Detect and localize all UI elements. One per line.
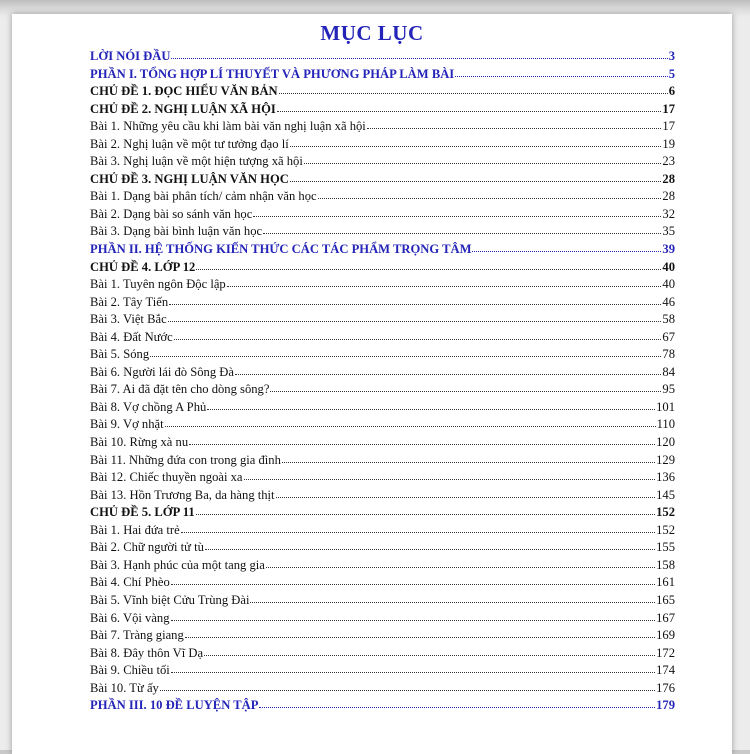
toc-entry-page-number: 95 xyxy=(662,382,675,397)
toc-entry-page-number: 17 xyxy=(662,119,675,134)
dot-leader xyxy=(204,643,655,656)
toc-entry-page-number: 129 xyxy=(656,452,675,467)
dot-leader xyxy=(171,46,667,59)
toc-entry-label: Bài 1. Tuyên ngôn Độc lập xyxy=(90,277,226,292)
toc-entry-page-number: 158 xyxy=(656,557,675,572)
dot-leader xyxy=(455,64,667,77)
dot-leader xyxy=(171,572,655,585)
toc-entry[interactable] xyxy=(90,679,675,697)
toc-entry[interactable] xyxy=(90,258,675,276)
toc-entry-label: Bài 3. Nghị luận về một hiện tượng xã hội xyxy=(90,154,303,169)
toc-entry-page-number: 28 xyxy=(662,171,675,186)
dot-leader xyxy=(250,590,655,603)
toc-entry[interactable] xyxy=(90,661,675,679)
toc-entry-page-number: 58 xyxy=(662,312,675,327)
toc-entry-label: Bài 2. Nghị luận về một tư tưởng đạo lí xyxy=(90,136,289,151)
dot-leader xyxy=(304,151,662,164)
dot-leader xyxy=(290,169,662,182)
toc-entry-page-number: 176 xyxy=(656,680,675,695)
dot-leader xyxy=(227,274,662,287)
dot-leader xyxy=(181,520,655,533)
toc-entry-label: CHỦ ĐỀ 1. ĐỌC HIỂU VĂN BẢN xyxy=(90,84,278,99)
toc-entry[interactable] xyxy=(90,380,675,398)
toc-entry-page-number: 179 xyxy=(656,698,675,713)
toc-entry[interactable] xyxy=(90,135,675,153)
toc-entry[interactable] xyxy=(90,398,675,416)
toc-entry-label: Bài 1. Những yêu cầu khi làm bài văn nghị luận xã hội xyxy=(90,119,366,134)
dot-leader xyxy=(259,695,655,708)
dot-leader xyxy=(168,309,662,322)
dot-leader xyxy=(165,414,656,427)
dot-leader xyxy=(318,186,662,199)
toc-entry[interactable] xyxy=(90,187,675,205)
toc-entry-label: Bài 2. Chữ người tử tù xyxy=(90,540,204,555)
toc-entry-page-number: 3 xyxy=(668,49,675,63)
toc-entry-page-number: 136 xyxy=(656,470,675,485)
toc-entry-label: Bài 4. Đất Nước xyxy=(90,329,173,344)
toc-entry-page-number: 101 xyxy=(656,399,675,414)
toc-entry-page-number: 32 xyxy=(662,206,675,221)
dot-leader xyxy=(235,362,661,375)
toc-entry-page-number: 110 xyxy=(656,417,675,432)
toc-entry-page-number: 165 xyxy=(656,592,675,607)
toc-entry[interactable] xyxy=(90,591,675,609)
toc-entry[interactable] xyxy=(90,626,675,644)
dot-leader xyxy=(472,239,661,252)
dot-leader xyxy=(270,379,661,392)
dot-leader xyxy=(196,257,661,270)
toc-entry[interactable] xyxy=(90,609,675,627)
toc-entry-label: Bài 12. Chiếc thuyền ngoài xa xyxy=(90,470,243,485)
toc-entry-label: PHẦN II. HỆ THỐNG KIẾN THỨC CÁC TÁC PHẨM TRỌNG TÂM xyxy=(90,242,472,257)
toc-entry-label: Bài 6. Vội vàng xyxy=(90,610,170,625)
dot-leader xyxy=(160,678,655,691)
toc-entry-label: Bài 2. Tây Tiến xyxy=(90,294,169,309)
toc-entry[interactable] xyxy=(90,47,675,65)
toc-entry-page-number: 39 xyxy=(662,242,675,257)
toc-entry-label: Bài 9. Vợ nhặt xyxy=(90,417,164,432)
toc-entry[interactable] xyxy=(90,433,675,451)
toc-entry-label: CHỦ ĐỀ 3. NGHỊ LUẬN VĂN HỌC xyxy=(90,171,289,186)
toc-entry[interactable] xyxy=(90,117,675,135)
dot-leader xyxy=(244,467,656,480)
toc-entry-page-number: 84 xyxy=(662,364,675,379)
dot-leader xyxy=(185,625,655,638)
dot-leader xyxy=(290,134,662,147)
toc-entry-page-number: 19 xyxy=(662,136,675,151)
toc-entry-page-number: 46 xyxy=(662,294,675,309)
toc-entry[interactable] xyxy=(90,65,675,83)
toc-entry-label: CHỦ ĐỀ 5. LỚP 11 xyxy=(90,505,195,520)
toc-entry-label: Bài 11. Những đứa con trong gia đình xyxy=(90,452,281,467)
toc-entry-label: Bài 10. Từ ấy xyxy=(90,680,159,695)
toc-entry-page-number: 67 xyxy=(662,329,675,344)
toc-entry-page-number: 78 xyxy=(662,347,675,362)
toc-entry[interactable] xyxy=(90,451,675,469)
toc-entry[interactable] xyxy=(90,222,675,240)
toc-entry[interactable] xyxy=(90,486,675,504)
toc-entry-label: Bài 13. Hồn Trương Ba, da hàng thịt xyxy=(90,487,275,502)
dot-leader xyxy=(171,608,656,621)
toc-entry-label: Bài 7. Tràng giang xyxy=(90,628,184,643)
toc-entry[interactable] xyxy=(90,293,675,311)
toc-entry[interactable] xyxy=(90,556,675,574)
toc-entry-label: PHẦN III. 10 ĐỀ LUYỆN TẬP xyxy=(90,698,259,713)
toc-entry-label: Bài 2. Dạng bài so sánh văn học xyxy=(90,206,253,221)
toc-entry-page-number: 5 xyxy=(668,66,675,81)
toc-entry-label: Bài 5. Vĩnh biệt Cửu Trùng Đài xyxy=(90,592,250,607)
toc-entry-label: Bài 5. Sóng xyxy=(90,347,150,362)
dot-leader xyxy=(169,292,661,305)
toc-entry-page-number: 167 xyxy=(656,610,675,625)
toc-entry[interactable] xyxy=(90,521,675,539)
toc-entry-label: Bài 4. Chí Phèo xyxy=(90,575,170,590)
toc-entry[interactable] xyxy=(90,573,675,591)
dot-leader xyxy=(205,537,655,550)
toc-entry-label: Bài 1. Hai đứa trẻ xyxy=(90,522,180,537)
toc-entry-page-number: 152 xyxy=(656,505,675,520)
dot-leader xyxy=(266,555,655,568)
toc-entry-page-number: 169 xyxy=(656,628,675,643)
dot-leader xyxy=(277,99,662,112)
dot-leader xyxy=(367,116,662,129)
toc-entry[interactable] xyxy=(90,696,675,714)
dot-leader xyxy=(150,344,661,357)
toc-entry[interactable] xyxy=(90,152,675,170)
toc-entry-page-number: 152 xyxy=(656,522,675,537)
dot-leader xyxy=(171,660,655,673)
toc-entry-label: Bài 8. Đây thôn Vĩ Dạ xyxy=(90,645,204,660)
toc-entry-page-number: 23 xyxy=(662,154,675,169)
toc-entry-page-number: 35 xyxy=(662,224,675,239)
table-of-contents xyxy=(90,47,675,714)
toc-entry-page-number: 40 xyxy=(662,277,675,292)
toc-entry-label: Bài 8. Vợ chồng A Phủ xyxy=(90,399,207,414)
toc-entry-label: Bài 9. Chiều tối xyxy=(90,663,170,678)
toc-entry-page-number: 120 xyxy=(656,435,675,450)
toc-entry-page-number: 145 xyxy=(656,487,675,502)
toc-entry-label: Bài 3. Hạnh phúc của một tang gia xyxy=(90,557,265,572)
toc-entry-label: CHỦ ĐỀ 4. LỚP 12 xyxy=(90,259,196,274)
toc-entry[interactable] xyxy=(90,415,675,433)
page-title: MỤC LỤC xyxy=(320,21,424,45)
toc-entry[interactable] xyxy=(90,644,675,662)
dot-leader xyxy=(282,450,655,463)
toc-entry-label: Bài 7. Ai đã đặt tên cho dòng sông? xyxy=(90,382,270,397)
toc-entry[interactable] xyxy=(90,345,675,363)
toc-entry[interactable] xyxy=(90,240,675,258)
toc-entry-page-number: 6 xyxy=(668,84,675,99)
toc-entry-page-number: 17 xyxy=(662,101,675,116)
toc-entry-page-number: 174 xyxy=(656,663,675,678)
toc-entry-label: Bài 6. Người lái đò Sông Đà xyxy=(90,364,234,379)
toc-entry-label: Bài 10. Rừng xà nu xyxy=(90,435,189,450)
toc-entry-page-number: 161 xyxy=(656,575,675,590)
toc-entry-label: Bài 3. Dạng bài bình luận văn học xyxy=(90,224,263,239)
dot-leader xyxy=(207,397,655,410)
dot-leader xyxy=(263,221,661,234)
toc-entry-page-number: 155 xyxy=(656,540,675,555)
toc-entry-label: CHỦ ĐỀ 2. NGHỊ LUẬN XÃ HỘI xyxy=(90,101,276,116)
toc-entry[interactable] xyxy=(90,205,675,223)
toc-entry-label: Bài 1. Dạng bài phân tích/ cảm nhận văn học xyxy=(90,189,317,204)
toc-entry[interactable] xyxy=(90,538,675,556)
toc-entry-label: LỜI NÓI ĐẦU xyxy=(90,49,171,63)
document-page xyxy=(12,14,732,754)
toc-entry-label: Bài 3. Việt Bắc xyxy=(90,312,167,327)
toc-entry[interactable] xyxy=(90,363,675,381)
toc-entry-page-number: 40 xyxy=(662,259,675,274)
toc-entry[interactable] xyxy=(90,310,675,328)
dot-leader xyxy=(174,327,662,340)
toc-entry[interactable] xyxy=(90,275,675,293)
toc-entry[interactable] xyxy=(90,328,675,346)
dot-leader xyxy=(276,485,656,498)
toc-entry[interactable] xyxy=(90,503,675,521)
toc-entry-page-number: 28 xyxy=(662,189,675,204)
dot-leader xyxy=(279,81,668,94)
dot-leader xyxy=(189,432,655,445)
toc-entry[interactable] xyxy=(90,170,675,188)
toc-entry[interactable] xyxy=(90,468,675,486)
toc-entry-page-number: 172 xyxy=(656,645,675,660)
dot-leader xyxy=(196,502,655,515)
toc-entry[interactable] xyxy=(90,100,675,118)
toc-entry-label: PHẦN I. TỔNG HỢP LÍ THUYẾT VÀ PHƯƠNG PHÁP LÀM BÀI xyxy=(90,66,455,81)
toc-entry[interactable] xyxy=(90,82,675,100)
dot-leader xyxy=(253,204,661,217)
